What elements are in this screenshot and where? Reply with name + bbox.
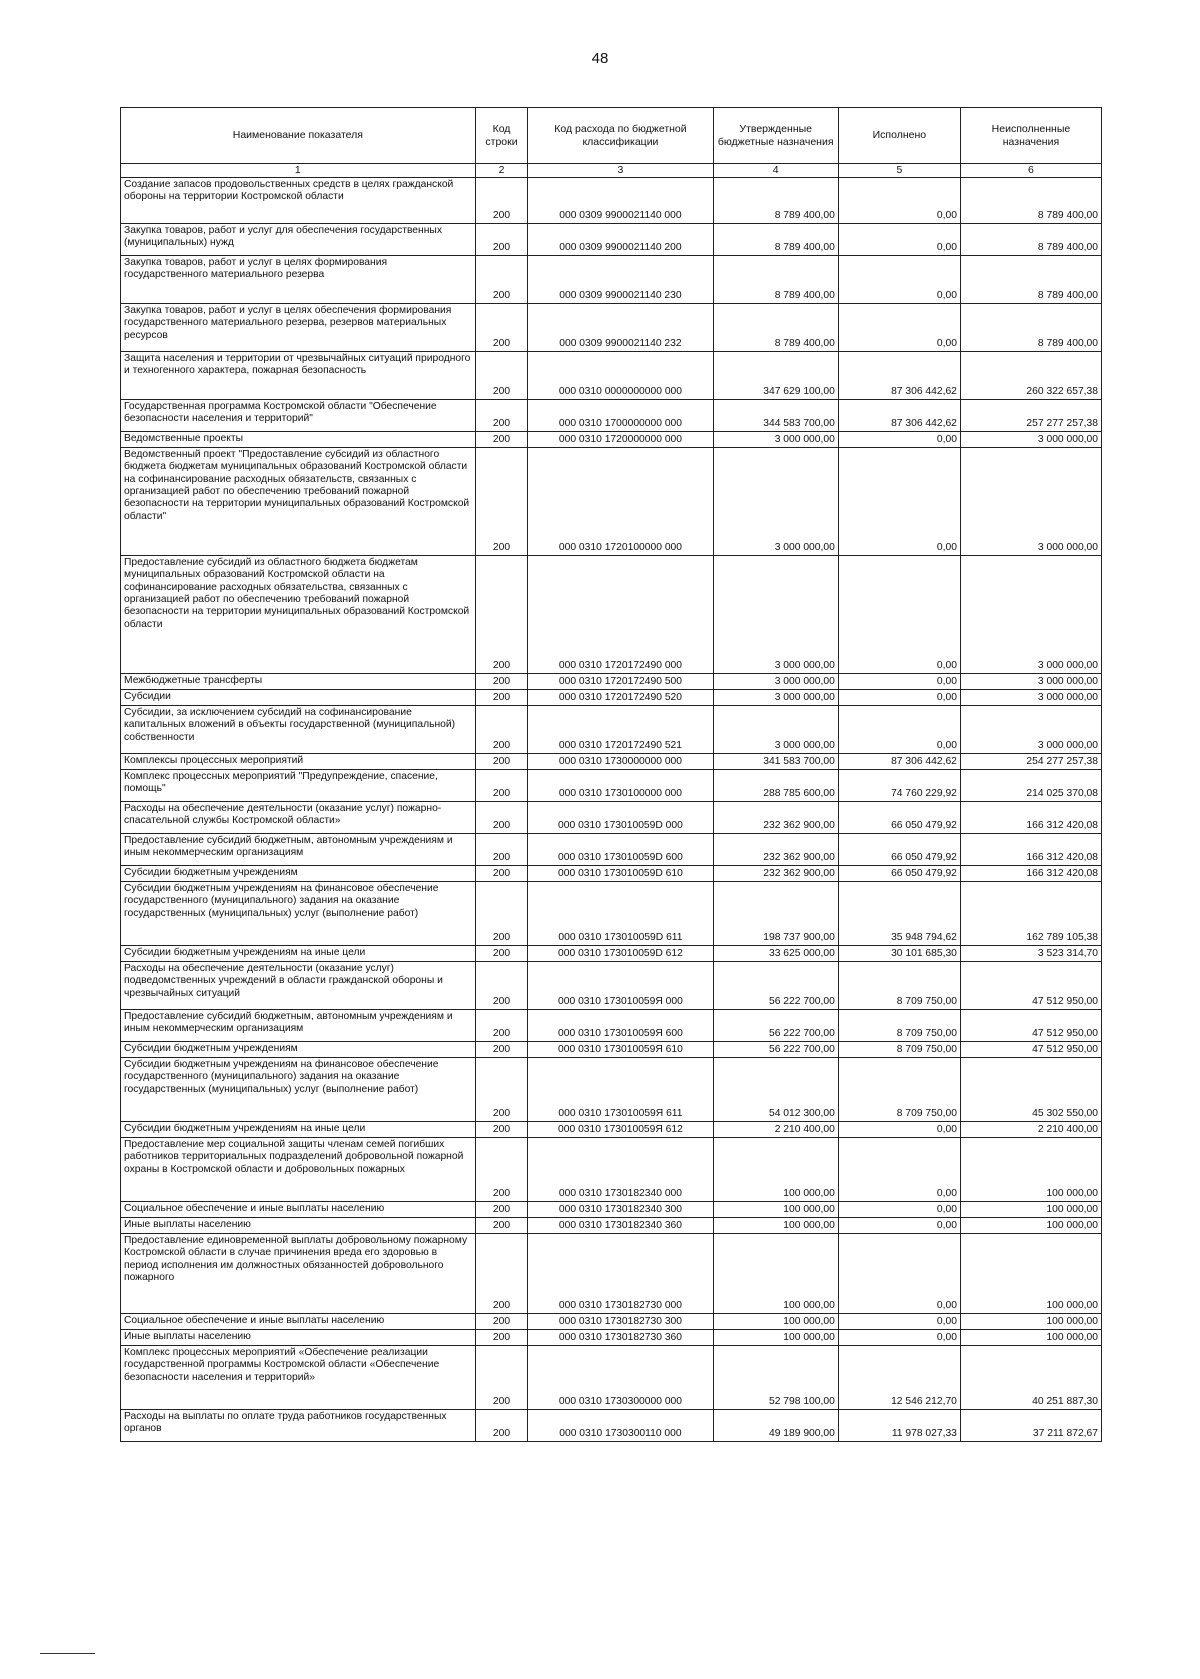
executed-amount-cell: 8 709 750,00 <box>838 1058 960 1122</box>
executed-amount-cell: 11 978 027,33 <box>838 1410 960 1442</box>
executed-amount-cell: 0,00 <box>838 224 960 256</box>
line-code-cell: 200 <box>475 304 528 352</box>
approved-amount-cell: 100 000,00 <box>713 1202 838 1218</box>
indicator-name-cell: Закупка товаров, работ и услуг для обеспечения государственных (муниципальных) нужд <box>121 224 476 256</box>
classification-code-cell: 000 0310 173010059Я 610 <box>528 1042 713 1058</box>
executed-amount-cell: 87 306 442,62 <box>838 352 960 400</box>
table-row <box>121 1410 1102 1442</box>
classification-code-cell: 000 0310 173010059Я 612 <box>528 1122 713 1138</box>
classification-code-cell: 000 0310 0000000000 000 <box>528 352 713 400</box>
indicator-name-cell: Субсидии бюджетным учреждениям <box>121 866 476 882</box>
indicator-name-cell: Предоставление субсидий бюджетным, автономным учреждениям и иным некоммерческим организациям <box>121 1010 476 1042</box>
executed-amount-cell: 0,00 <box>838 1330 960 1346</box>
approved-amount-cell: 3 000 000,00 <box>713 556 838 674</box>
table-row <box>121 1218 1102 1234</box>
line-code-cell: 200 <box>475 1010 528 1042</box>
table-row <box>121 178 1102 224</box>
executed-amount-cell: 8 709 750,00 <box>838 1042 960 1058</box>
column-number: 5 <box>838 164 960 178</box>
classification-code-cell: 000 0310 1730100000 000 <box>528 770 713 802</box>
unexecuted-amount-cell: 8 789 400,00 <box>960 256 1101 304</box>
indicator-name-cell: Государственная программа Костромской области "Обеспечение безопасности населения и территорий" <box>121 400 476 432</box>
header-executed: Исполнено <box>838 108 960 164</box>
table-row <box>121 962 1102 1010</box>
table-row <box>121 1058 1102 1122</box>
unexecuted-amount-cell: 100 000,00 <box>960 1330 1101 1346</box>
approved-amount-cell: 2 210 400,00 <box>713 1122 838 1138</box>
classification-code-cell: 000 0310 173010059D 612 <box>528 946 713 962</box>
classification-code-cell: 000 0310 173010059D 610 <box>528 866 713 882</box>
classification-code-cell: 000 0310 1720172490 521 <box>528 706 713 754</box>
approved-amount-cell: 8 789 400,00 <box>713 256 838 304</box>
classification-code-cell: 000 0310 173010059Я 000 <box>528 962 713 1010</box>
indicator-name-cell: Закупка товаров, работ и услуг в целях обеспечения формирования государственного материального резерва, резервов материальных ресурсов <box>121 304 476 352</box>
classification-code-cell: 000 0310 1730182340 000 <box>528 1138 713 1202</box>
table-row <box>121 352 1102 400</box>
column-number: 2 <box>475 164 528 178</box>
classification-code-cell: 000 0310 1730182730 360 <box>528 1330 713 1346</box>
unexecuted-amount-cell: 100 000,00 <box>960 1234 1101 1314</box>
table-row <box>121 448 1102 556</box>
table-row <box>121 802 1102 834</box>
classification-code-cell: 000 0310 1720100000 000 <box>528 448 713 556</box>
header-line-code: Код строки <box>475 108 528 164</box>
indicator-name-cell: Комплекс процессных мероприятий "Предупреждение, спасение, помощь" <box>121 770 476 802</box>
classification-code-cell: 000 0310 1720172490 500 <box>528 674 713 690</box>
unexecuted-amount-cell: 8 789 400,00 <box>960 178 1101 224</box>
indicator-name-cell: Комплекс процессных мероприятий «Обеспечение реализации государственной программы Костромской области «Обеспечение безопасности населения и территорий» <box>121 1346 476 1410</box>
unexecuted-amount-cell: 47 512 950,00 <box>960 1042 1101 1058</box>
classification-code-cell: 000 0310 1730300110 000 <box>528 1410 713 1442</box>
executed-amount-cell: 30 101 685,30 <box>838 946 960 962</box>
approved-amount-cell: 52 798 100,00 <box>713 1346 838 1410</box>
indicator-name-cell: Субсидии бюджетным учреждениям на финансовое обеспечение государственного (муниципального) задания на оказание государственных (муниципальных) услуг (выполнение работ) <box>121 882 476 946</box>
indicator-name-cell: Иные выплаты населению <box>121 1218 476 1234</box>
line-code-cell: 200 <box>475 256 528 304</box>
line-code-cell: 200 <box>475 224 528 256</box>
unexecuted-amount-cell: 8 789 400,00 <box>960 304 1101 352</box>
line-code-cell: 200 <box>475 1330 528 1346</box>
approved-amount-cell: 100 000,00 <box>713 1234 838 1314</box>
executed-amount-cell: 0,00 <box>838 1218 960 1234</box>
executed-amount-cell: 87 306 442,62 <box>838 754 960 770</box>
indicator-name-cell: Создание запасов продовольственных средств в целях гражданской обороны на территории Костромской области <box>121 178 476 224</box>
executed-amount-cell: 0,00 <box>838 706 960 754</box>
indicator-name-cell: Закупка товаров, работ и услуг в целях формирования государственного материального резерва <box>121 256 476 304</box>
executed-amount-cell: 0,00 <box>838 1122 960 1138</box>
line-code-cell: 200 <box>475 352 528 400</box>
line-code-cell: 200 <box>475 1138 528 1202</box>
executed-amount-cell: 0,00 <box>838 304 960 352</box>
approved-amount-cell: 100 000,00 <box>713 1314 838 1330</box>
line-code-cell: 200 <box>475 178 528 224</box>
table-row <box>121 556 1102 674</box>
indicator-name-cell: Субсидии, за исключением субсидий на софинансирование капитальных вложений в объекты государственной (муниципальной) собственности <box>121 706 476 754</box>
table-row <box>121 866 1102 882</box>
unexecuted-amount-cell: 3 000 000,00 <box>960 432 1101 448</box>
table-row <box>121 1042 1102 1058</box>
indicator-name-cell: Расходы на обеспечение деятельности (оказание услуг) пожарно-спасательной службы Костромской области» <box>121 802 476 834</box>
approved-amount-cell: 56 222 700,00 <box>713 1042 838 1058</box>
indicator-name-cell: Расходы на обеспечение деятельности (оказание услуг) подведомственных учреждений в области гражданской обороны и чрезвычайных ситуаций <box>121 962 476 1010</box>
executed-amount-cell: 0,00 <box>838 448 960 556</box>
header-budget-classification: Код расхода по бюджетной классификации <box>528 108 713 164</box>
executed-amount-cell: 0,00 <box>838 1202 960 1218</box>
executed-amount-cell: 66 050 479,92 <box>838 802 960 834</box>
indicator-name-cell: Расходы на выплаты по оплате труда работников государственных органов <box>121 1410 476 1442</box>
classification-code-cell: 000 0310 1720000000 000 <box>528 432 713 448</box>
table-row <box>121 256 1102 304</box>
line-code-cell: 200 <box>475 674 528 690</box>
executed-amount-cell: 0,00 <box>838 1234 960 1314</box>
indicator-name-cell: Субсидии бюджетным учреждениям на финансовое обеспечение государственного (муниципального) задания на оказание государственных (муниципальных) услуг (выполнение работ) <box>121 1058 476 1122</box>
indicator-name-cell: Субсидии бюджетным учреждениям на иные цели <box>121 1122 476 1138</box>
table-row <box>121 224 1102 256</box>
line-code-cell: 200 <box>475 1314 528 1330</box>
executed-amount-cell: 0,00 <box>838 556 960 674</box>
approved-amount-cell: 344 583 700,00 <box>713 400 838 432</box>
header-row <box>121 108 1102 164</box>
executed-amount-cell: 0,00 <box>838 674 960 690</box>
classification-code-cell: 000 0309 9900021140 232 <box>528 304 713 352</box>
classification-code-cell: 000 0310 1730300000 000 <box>528 1346 713 1410</box>
line-code-cell: 200 <box>475 706 528 754</box>
executed-amount-cell: 0,00 <box>838 1314 960 1330</box>
line-code-cell: 200 <box>475 1346 528 1410</box>
line-code-cell: 200 <box>475 1202 528 1218</box>
line-code-cell: 200 <box>475 1122 528 1138</box>
unexecuted-amount-cell: 37 211 872,67 <box>960 1410 1101 1442</box>
table-row <box>121 1122 1102 1138</box>
line-code-cell: 200 <box>475 962 528 1010</box>
indicator-name-cell: Субсидии бюджетным учреждениям <box>121 1042 476 1058</box>
unexecuted-amount-cell: 162 789 105,38 <box>960 882 1101 946</box>
approved-amount-cell: 8 789 400,00 <box>713 178 838 224</box>
table-row <box>121 304 1102 352</box>
line-code-cell: 200 <box>475 866 528 882</box>
approved-amount-cell: 288 785 600,00 <box>713 770 838 802</box>
unexecuted-amount-cell: 40 251 887,30 <box>960 1346 1101 1410</box>
approved-amount-cell: 232 362 900,00 <box>713 834 838 866</box>
executed-amount-cell: 66 050 479,92 <box>838 866 960 882</box>
unexecuted-amount-cell: 47 512 950,00 <box>960 962 1101 1010</box>
executed-amount-cell: 66 050 479,92 <box>838 834 960 866</box>
line-code-cell: 200 <box>475 834 528 866</box>
approved-amount-cell: 49 189 900,00 <box>713 1410 838 1442</box>
approved-amount-cell: 8 789 400,00 <box>713 304 838 352</box>
approved-amount-cell: 347 629 100,00 <box>713 352 838 400</box>
indicator-name-cell: Комплексы процессных мероприятий <box>121 754 476 770</box>
indicator-name-cell: Защита населения и территории от чрезвычайных ситуаций природного и техногенного характера, пожарная безопасность <box>121 352 476 400</box>
table-row <box>121 674 1102 690</box>
indicator-name-cell: Межбюджетные трансферты <box>121 674 476 690</box>
executed-amount-cell: 0,00 <box>838 432 960 448</box>
indicator-name-cell: Ведомственные проекты <box>121 432 476 448</box>
table-row <box>121 1138 1102 1202</box>
unexecuted-amount-cell: 100 000,00 <box>960 1202 1101 1218</box>
line-code-cell: 200 <box>475 400 528 432</box>
classification-code-cell: 000 0309 9900021140 000 <box>528 178 713 224</box>
executed-amount-cell: 35 948 794,62 <box>838 882 960 946</box>
unexecuted-amount-cell: 3 000 000,00 <box>960 674 1101 690</box>
indicator-name-cell: Иные выплаты населению <box>121 1330 476 1346</box>
table-row <box>121 1314 1102 1330</box>
unexecuted-amount-cell: 166 312 420,08 <box>960 802 1101 834</box>
column-number: 4 <box>713 164 838 178</box>
unexecuted-amount-cell: 100 000,00 <box>960 1218 1101 1234</box>
executed-amount-cell: 87 306 442,62 <box>838 400 960 432</box>
footer-divider <box>40 1653 95 1654</box>
budget-execution-table <box>120 107 1102 1442</box>
unexecuted-amount-cell: 100 000,00 <box>960 1314 1101 1330</box>
line-code-cell: 200 <box>475 556 528 674</box>
table-row <box>121 432 1102 448</box>
indicator-name-cell: Ведомственный проект "Предоставление субсидий из областного бюджета бюджетам муниципальных образований Костромской области на софинансирование расходных обязательств, связанных с организацией работ по обеспечению требований пожарной безопасности на территории муниципальных образований Костромской области" <box>121 448 476 556</box>
table-row <box>121 1010 1102 1042</box>
unexecuted-amount-cell: 3 000 000,00 <box>960 556 1101 674</box>
indicator-name-cell: Социальное обеспечение и иные выплаты населению <box>121 1314 476 1330</box>
unexecuted-amount-cell: 47 512 950,00 <box>960 1010 1101 1042</box>
approved-amount-cell: 3 000 000,00 <box>713 706 838 754</box>
line-code-cell: 200 <box>475 754 528 770</box>
indicator-name-cell: Предоставление единовременной выплаты добровольному пожарному Костромской области в случае причинения вреда его здоровью в период исполнения им должностных обязанностей добровольного пожарного <box>121 1234 476 1314</box>
approved-amount-cell: 232 362 900,00 <box>713 866 838 882</box>
approved-amount-cell: 198 737 900,00 <box>713 882 838 946</box>
table-row <box>121 770 1102 802</box>
approved-amount-cell: 56 222 700,00 <box>713 1010 838 1042</box>
indicator-name-cell: Субсидии бюджетным учреждениям на иные цели <box>121 946 476 962</box>
line-code-cell: 200 <box>475 1218 528 1234</box>
header-indicator-name: Наименование показателя <box>121 108 476 164</box>
unexecuted-amount-cell: 3 000 000,00 <box>960 706 1101 754</box>
line-code-cell: 200 <box>475 1234 528 1314</box>
classification-code-cell: 000 0310 173010059D 000 <box>528 802 713 834</box>
approved-amount-cell: 3 000 000,00 <box>713 674 838 690</box>
executed-amount-cell: 12 546 212,70 <box>838 1346 960 1410</box>
classification-code-cell: 000 0310 173010059D 600 <box>528 834 713 866</box>
line-code-cell: 200 <box>475 882 528 946</box>
unexecuted-amount-cell: 254 277 257,38 <box>960 754 1101 770</box>
classification-code-cell: 000 0310 173010059Я 600 <box>528 1010 713 1042</box>
classification-code-cell: 000 0310 1730182340 360 <box>528 1218 713 1234</box>
unexecuted-amount-cell: 2 210 400,00 <box>960 1122 1101 1138</box>
indicator-name-cell: Предоставление субсидий бюджетным, автономным учреждениям и иным некоммерческим организациям <box>121 834 476 866</box>
classification-code-cell: 000 0309 9900021140 230 <box>528 256 713 304</box>
table-row <box>121 706 1102 754</box>
approved-amount-cell: 341 583 700,00 <box>713 754 838 770</box>
approved-amount-cell: 232 362 900,00 <box>713 802 838 834</box>
classification-code-cell: 000 0310 1700000000 000 <box>528 400 713 432</box>
unexecuted-amount-cell: 166 312 420,08 <box>960 834 1101 866</box>
unexecuted-amount-cell: 8 789 400,00 <box>960 224 1101 256</box>
unexecuted-amount-cell: 3 000 000,00 <box>960 448 1101 556</box>
page-number: 48 <box>591 50 609 67</box>
executed-amount-cell: 0,00 <box>838 690 960 706</box>
indicator-name-cell: Предоставление мер социальной защиты членам семей погибших работников территориальных подразделений добровольной пожарной охраны в Костромской области и добровольных пожарных <box>121 1138 476 1202</box>
executed-amount-cell: 0,00 <box>838 178 960 224</box>
line-code-cell: 200 <box>475 802 528 834</box>
header-approved: Утвержденные бюджетные назначения <box>713 108 838 164</box>
classification-code-cell: 000 0310 1730182730 300 <box>528 1314 713 1330</box>
table-row <box>121 754 1102 770</box>
column-number: 3 <box>528 164 713 178</box>
indicator-name-cell: Субсидии <box>121 690 476 706</box>
approved-amount-cell: 3 000 000,00 <box>713 432 838 448</box>
line-code-cell: 200 <box>475 448 528 556</box>
unexecuted-amount-cell: 166 312 420,08 <box>960 866 1101 882</box>
line-code-cell: 200 <box>475 1410 528 1442</box>
table-row <box>121 1234 1102 1314</box>
table-row <box>121 690 1102 706</box>
table-row <box>121 1202 1102 1218</box>
approved-amount-cell: 56 222 700,00 <box>713 962 838 1010</box>
unexecuted-amount-cell: 3 000 000,00 <box>960 690 1101 706</box>
approved-amount-cell: 3 000 000,00 <box>713 690 838 706</box>
approved-amount-cell: 100 000,00 <box>713 1218 838 1234</box>
approved-amount-cell: 54 012 300,00 <box>713 1058 838 1122</box>
classification-code-cell: 000 0310 1720172490 520 <box>528 690 713 706</box>
approved-amount-cell: 100 000,00 <box>713 1138 838 1202</box>
unexecuted-amount-cell: 3 523 314,70 <box>960 946 1101 962</box>
line-code-cell: 200 <box>475 690 528 706</box>
classification-code-cell: 000 0310 173010059D 611 <box>528 882 713 946</box>
executed-amount-cell: 8 709 750,00 <box>838 962 960 1010</box>
executed-amount-cell: 0,00 <box>838 256 960 304</box>
line-code-cell: 200 <box>475 1058 528 1122</box>
executed-amount-cell: 74 760 229,92 <box>838 770 960 802</box>
column-number: 1 <box>121 164 476 178</box>
classification-code-cell: 000 0310 1730000000 000 <box>528 754 713 770</box>
classification-code-cell: 000 0310 1720172490 000 <box>528 556 713 674</box>
unexecuted-amount-cell: 257 277 257,38 <box>960 400 1101 432</box>
column-number: 6 <box>960 164 1101 178</box>
unexecuted-amount-cell: 260 322 657,38 <box>960 352 1101 400</box>
executed-amount-cell: 8 709 750,00 <box>838 1010 960 1042</box>
header-unexecuted: Неисполненные назначения <box>960 108 1101 164</box>
indicator-name-cell: Предоставление субсидий из областного бюджета бюджетам муниципальных образований Костромской области на софинансирование расходных обязательства, связанных с организацией работ по обеспечению требований пожарной безопасности на территории муниципальных образований Костромской области <box>121 556 476 674</box>
table-row <box>121 1330 1102 1346</box>
unexecuted-amount-cell: 45 302 550,00 <box>960 1058 1101 1122</box>
table-row <box>121 882 1102 946</box>
classification-code-cell: 000 0310 1730182340 300 <box>528 1202 713 1218</box>
line-code-cell: 200 <box>475 432 528 448</box>
table-row <box>121 400 1102 432</box>
table-row <box>121 834 1102 866</box>
table-row <box>121 1346 1102 1410</box>
unexecuted-amount-cell: 214 025 370,08 <box>960 770 1101 802</box>
classification-code-cell: 000 0309 9900021140 200 <box>528 224 713 256</box>
approved-amount-cell: 33 625 000,00 <box>713 946 838 962</box>
line-code-cell: 200 <box>475 1042 528 1058</box>
table-body <box>121 178 1102 1442</box>
indicator-name-cell: Социальное обеспечение и иные выплаты населению <box>121 1202 476 1218</box>
line-code-cell: 200 <box>475 770 528 802</box>
approved-amount-cell: 100 000,00 <box>713 1330 838 1346</box>
table-row <box>121 946 1102 962</box>
approved-amount-cell: 8 789 400,00 <box>713 224 838 256</box>
column-numbers-row <box>121 164 1102 178</box>
line-code-cell: 200 <box>475 946 528 962</box>
classification-code-cell: 000 0310 1730182730 000 <box>528 1234 713 1314</box>
unexecuted-amount-cell: 100 000,00 <box>960 1138 1101 1202</box>
executed-amount-cell: 0,00 <box>838 1138 960 1202</box>
classification-code-cell: 000 0310 173010059Я 611 <box>528 1058 713 1122</box>
approved-amount-cell: 3 000 000,00 <box>713 448 838 556</box>
